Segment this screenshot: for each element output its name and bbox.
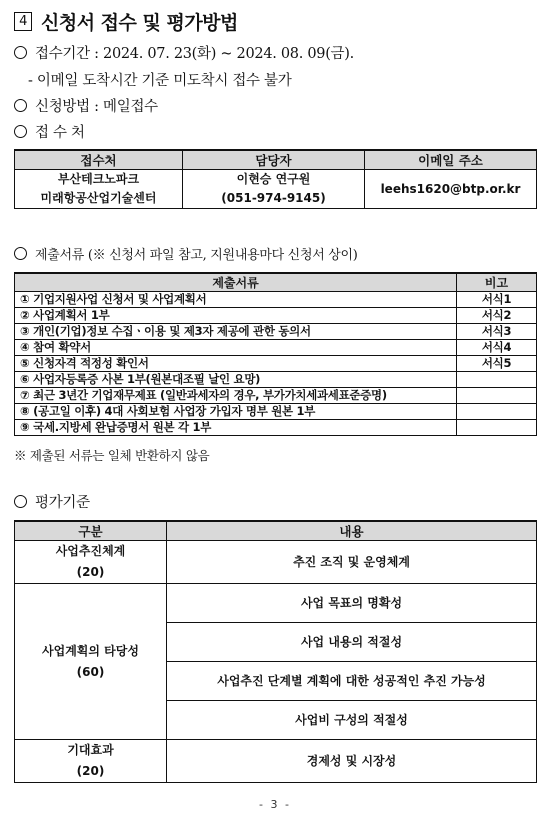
document-note: 서식1 (457, 292, 537, 308)
evaluation-category (15, 584, 167, 740)
table-row (15, 356, 537, 372)
category-name: 사업추진체계 (55, 544, 126, 558)
document-item: ⑦ 최근 3년간 기업재무제표 (일반과세자의 경우, 부가가치세과세표준증명) (15, 388, 457, 404)
period-label: 접수기간 : 2024. 07. 23(화) ~ 2024. 08. 09(금). (35, 46, 354, 62)
category-name: 사업계획의 타당성 (42, 643, 139, 658)
table-row (15, 292, 537, 308)
table-row (15, 420, 537, 436)
evaluation-category (15, 541, 167, 584)
category-score: (20) (76, 764, 105, 778)
document-item: ⑥ 사업자등록증 사본 1부(원본대조필 날인 요망) (15, 372, 457, 388)
document-note (457, 404, 537, 420)
evaluation-item: 경제성 및 시장성 (167, 740, 537, 783)
method-label: 신청방법 : 메일접수 (35, 99, 158, 115)
section-heading (14, 8, 238, 35)
contact-person-cell (183, 170, 365, 209)
contact-person-line2: (051-974-9145) (221, 191, 326, 205)
circle-bullet-icon (14, 247, 27, 260)
contact-org-line1: 부산테크노파크 (57, 172, 140, 186)
evaluation-label: 평가기준 (35, 495, 90, 511)
table-row (15, 308, 537, 324)
table-row (15, 324, 537, 340)
circle-bullet-icon (14, 46, 27, 59)
section-title: 신청서 접수 및 평가방법 (41, 12, 238, 34)
circle-bullet-icon (14, 99, 27, 112)
evaluation-item: 사업 내용의 적절성 (167, 623, 537, 662)
evaluation-header-content: 내용 (167, 521, 537, 541)
period-line (14, 42, 354, 63)
contact-person-line1: 이현승 연구원 (236, 172, 311, 186)
document-item: ⑤ 신청자격 적정성 확인서 (15, 356, 457, 372)
contact-org-cell (15, 170, 183, 209)
office-label: 접 수 처 (35, 125, 85, 141)
contact-header-office: 접수처 (15, 150, 183, 170)
document-note (457, 372, 537, 388)
documents-notice: ※ 제출된 서류는 일체 반환하지 않음 (14, 448, 210, 463)
document-note: 서식4 (457, 340, 537, 356)
table-row (15, 541, 537, 584)
contact-table (14, 149, 537, 209)
page-number: - 3 - (259, 798, 291, 811)
table-row (15, 584, 537, 623)
documents-line (14, 244, 358, 263)
document-item: ① 기업지원사업 신청서 및 사업계획서 (15, 292, 457, 308)
contact-email-cell: leehs1620@btp.or.kr (365, 170, 537, 209)
documents-label: 제출서류 (※ 신청서 파일 참고, 지원내용마다 신청서 상이) (35, 248, 358, 263)
evaluation-line (14, 491, 90, 512)
period-note: - 이메일 도착시간 기준 미도착시 접수 불가 (28, 73, 292, 89)
contact-header-email: 이메일 주소 (365, 150, 537, 170)
document-item: ⑨ 국세.지방세 완납증명서 원본 각 1부 (15, 420, 457, 436)
office-line (14, 121, 85, 142)
document-note (457, 420, 537, 436)
documents-header-note: 비고 (457, 273, 537, 292)
document-item: ③ 개인(기업)정보 수집ㆍ이용 및 제3자 제공에 관한 동의서 (15, 324, 457, 340)
section-number-box: 4 (14, 12, 32, 31)
evaluation-category (15, 740, 167, 783)
table-row (15, 388, 537, 404)
table-row (15, 404, 537, 420)
document-note (457, 388, 537, 404)
document-note: 서식3 (457, 324, 537, 340)
method-line (14, 95, 158, 116)
table-row (15, 740, 537, 783)
evaluation-item: 사업 목표의 명확성 (167, 584, 537, 623)
document-note: 서식5 (457, 356, 537, 372)
documents-table (14, 272, 537, 436)
contact-header-person: 담당자 (183, 150, 365, 170)
circle-bullet-icon (14, 495, 27, 508)
document-item: ④ 참여 확약서 (15, 340, 457, 356)
category-score: (20) (76, 565, 105, 579)
documents-header-item: 제출서류 (15, 273, 457, 292)
evaluation-item: 사업비 구성의 적절성 (167, 701, 537, 740)
evaluation-header-category: 구분 (15, 521, 167, 541)
evaluation-item: 추진 조직 및 운영체계 (167, 541, 537, 584)
category-name: 기대효과 (67, 743, 114, 757)
table-row (15, 340, 537, 356)
evaluation-table (14, 520, 537, 783)
document-item: ⑧ (공고일 이후) 4대 사회보험 사업장 가입자 명부 원본 1부 (15, 404, 457, 420)
circle-bullet-icon (14, 125, 27, 138)
category-score: (60) (76, 664, 105, 679)
document-item: ② 사업계획서 1부 (15, 308, 457, 324)
table-row (15, 372, 537, 388)
contact-org-line2: 미래항공산업기술센터 (40, 191, 157, 205)
document-note: 서식2 (457, 308, 537, 324)
evaluation-item: 사업추진 단계별 계획에 대한 성공적인 추진 가능성 (167, 662, 537, 701)
